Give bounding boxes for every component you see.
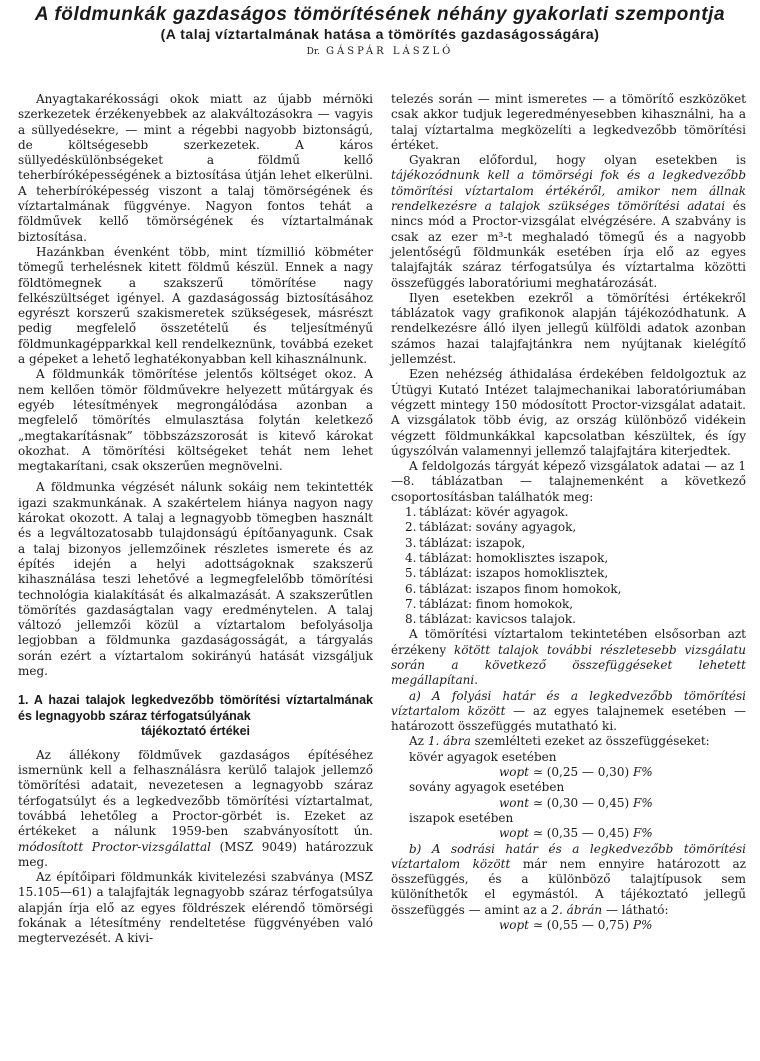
formula: wont ≃ (0,30 — 0,45) F%: [499, 795, 653, 810]
paragraph: [18, 748, 373, 870]
formula: wopt ≃ (0,35 — 0,45) F%: [499, 826, 653, 841]
paragraph: [391, 734, 746, 749]
right-column: [391, 92, 746, 947]
article-body: [18, 92, 746, 947]
text-run: (MSZ 9049) határozzuk meg.: [18, 839, 373, 869]
paragraph: Anyagtakarékossági okok miatt az újabb mérnöki szerkezetek érzékenyebbek az alakváltozásokra — vagyis a süllyedésekre, — mint a régebbi nagyobb biztonságú, de költségesebb szerkezetek. A káros süllyedéskülönbségeket a földmű kellő teherbíróképességének a biztosítása útján lehet elkerülni. A teherbíróképesség viszont a talaj tömörségének és víztartalmának függvénye. Nagyon fontos tehát a földművek kellő tömörségének és víztartalmának biztosítása.: [18, 92, 373, 244]
paragraph: A földmunka végzését nálunk sokáig nem tekintették igazi szakmunkának. A szakértelem hiánya nagyon nagy károkat okozott. A talaj a legnagyobb tömegben használt és a legváltozatosabb tulajdonságú építőanyagunk. Csak a talaj bizonyos jellemzőinek részletes ismerete és az építés idején a helyi adottságoknak szakszerű kihasználása teszi lehetővé a legmegfelelőbb tömörítési technológia kialakítását és alkalmazását. A szakszerűtlen tömörítés gazdaságtalan vagy eredménytelen. A talaj változó jellemzői közül a víztartalom befolyásolja legjobban a földmunka gazdaságosságát, a tárgyalás során ezért a víztartalom sokirányú hatását vizsgáljuk meg.: [18, 480, 373, 678]
list-item: 4. táblázat: homoklisztes iszapok,: [405, 550, 609, 565]
text-run: — az egyes talajnemek esetében — határozott összefüggés mutatható ki.: [391, 703, 746, 734]
paragraph: A feldolgozás tárgyát képező vizsgálatok adatai — az 1—8. táblázatban — talajnemenként a következő csoportosításban találhatók meg:: [391, 459, 746, 504]
author-line: [10, 45, 750, 59]
text-run: Gyakran előfordul, hogy olyan esetekben is: [409, 153, 746, 168]
list-item: 3. táblázat: iszapok,: [405, 535, 526, 550]
table-list: [405, 505, 746, 627]
left-column: [18, 92, 373, 947]
section-heading: [18, 693, 373, 740]
emphasis: 2. ábrán: [551, 902, 603, 917]
list-item: 1. táblázat: kövér agyagok.: [405, 505, 569, 520]
list-item: 6. táblázat: iszapos finom homokok,: [405, 581, 622, 596]
paragraph: Az építőipari földmunkák kivitelezési szabványa (MSZ 15.105—61) a talajfajták legnagyobb száraz térfogatsúlya alapján írja elő az egyes földrészek elérendő tömörségi fokának a létesítmény rendeltetése függvényében való megtervezését. A kivi-: [18, 870, 373, 946]
formula: wopt ≃ (0,25 — 0,30) F%: [499, 765, 653, 780]
paragraph: A földmunkák tömörítése jelentős költséget okoz. A nem kellően tömör földművekre helyezett műtárgyak és egyéb létesítmények megrongálódása azonban a megfelelő tömörítés elmulasztása folytán keletkező „megtakarításnak” többszázszorosát is kitevő károkat okozhat. A tömörítési költségeket tehát nem lehet megtakarítani, csak okszerűen megnövelni.: [18, 367, 373, 474]
paragraph: [391, 689, 746, 735]
text-run: és nincs mód a Proctor-vizsgálat elvégzésére. A szabvány is csak az ezer m³-t meghaladó tömegű és a nagyobb jelentőségű földmunkák esetében írja elő az egyes talajfajták száraz térfogatsúlya és víztartalma közötti összefüggés laboratóriumi meghatározását.: [391, 199, 746, 290]
emphasis: a) A folyási határ és a legkedvezőbb tömörítési víztartalom között: [391, 688, 746, 718]
section-heading-tail: tájékoztató értékei: [140, 724, 251, 739]
emphasis: tájékozódnunk kell a tömörségi fok és a legkedvezőbb tömörítési víztartalom értékéről, amikor nem állnak rendelkezésre a talajok szükséges tömörítési adatai: [391, 168, 746, 214]
list-item: 7. táblázat: finom homokok,: [405, 596, 574, 611]
list-item: 5. táblázat: iszapos homoklisztek,: [405, 566, 609, 581]
paragraph: [391, 627, 746, 688]
paragraph: [391, 153, 746, 291]
author-name: GÁSPÁR LÁSZLÓ: [326, 46, 454, 57]
emphasis: b) A sodrási határ és a legkedvezőbb tömörítési víztartalom között: [391, 841, 746, 871]
text-run: — látható:: [605, 902, 669, 917]
formula-label: iszapok esetében: [409, 810, 514, 825]
text-run: már nem ennyire határozott az összefüggés, és a különböző talajtípusok sem különíthetők el egymástól. A tájékoztató jellegű összefüggés — amint az a: [391, 856, 746, 917]
list-item: 8. táblázat: kavicsos talajok.: [405, 612, 576, 627]
list-item: 2. táblázat: sovány agyagok,: [405, 520, 577, 535]
formula: wopt ≃ (0,55 — 0,75) P%: [499, 918, 653, 933]
article-subtitle: (A talaj víztartalmának hatása a tömörítés gazdaságosságára): [160, 26, 600, 42]
text-run: Az: [409, 734, 424, 749]
paragraph: [391, 842, 746, 918]
formula-label: sovány agyagok esetében: [409, 780, 565, 795]
author-prefix: Dr.: [306, 47, 321, 57]
emphasis: 1. ábra: [427, 734, 471, 749]
emphasis: módosított Proctor-vizsgálattal: [18, 839, 211, 854]
text-run: szemlélteti ezeket az összefüggéseket:: [474, 734, 710, 749]
emphasis: kötött talajok további részletesebb vizsgálatu során a következő összefüggéseket lehetett megállapítani.: [391, 642, 746, 688]
paragraph: Ilyen esetekben ezekről a tömörítési értékekről táblázatok vagy grafikonok alapján tájékozódhatunk. A rendelkezésre álló ilyen jellegű külföldi adatok azonban számos hazai talajfajtánkra nem nyújtanak kielégítő jellemzést.: [391, 290, 746, 367]
paragraph: Hazánkban évenként több, mint tízmillió köbméter tömegű terhelésnek kitett földmű készül. Ennek a nagy földtömegnek a szakszerű tömörítése nagy felkészültséget igényel. A gazdaságosság biztosításához egyrészt korszerű szakismeretek szükségesek, másrészt pedig megfelelő összetételű és teljesítményű földmunkagépparkkal kell rendelkeznünk, továbbá ezeket a gépeket a lehető leghatékonyabban kell kihasználnunk.: [18, 244, 373, 367]
article-title: A földmunkák gazdaságos tömörítésének néhány gyakorlati szempontja: [34, 4, 726, 25]
paragraph: Ezen nehézség áthidalása érdekében feldolgoztuk az Útügyi Kutató Intézet talajmechanikai laboratóriumában végzett mintegy 150 módosított Proctor-vizsgálat adatait. A vizsgálatok több évig, az ország különböző vidékein végzett földmunkákkal kapcsolatban készültek, és így úgyszólván valamennyi jellemző talajfajtára kiterjedtek.: [391, 367, 746, 458]
section-heading-text: 1. A hazai talajok legkedvezőbb tömörítési víztartalmának és legnagyobb száraz térfogatsúlyának: [18, 693, 373, 723]
text-run: Az állékony földművek gazdaságos építéséhez ismernünk kell a felhasználásra kerülő talajok jellemző tömörítési adatait, nevezetesen a legnagyobb száraz térfogatsúlyt és a legkedvezőbb tömörítési víztartalmat, továbbá lehetőleg a Proctor-görbét is. Ezeket az értékeket a nálunk 1959-ben szabványosított ún.: [18, 747, 373, 839]
paragraph: telezés során — mint ismeretes — a tömörítő eszközöket csak akkor tudjuk legeredményesebben kihasználni, ha a talaj víztartalma megközelíti a legkedvezőbb tömörítési értéket.: [391, 92, 746, 152]
text-run: A tömörítési víztartalom tekintetében elsősorban azt érzékeny: [391, 627, 746, 657]
formula-label: kövér agyagok esetében: [409, 749, 557, 764]
